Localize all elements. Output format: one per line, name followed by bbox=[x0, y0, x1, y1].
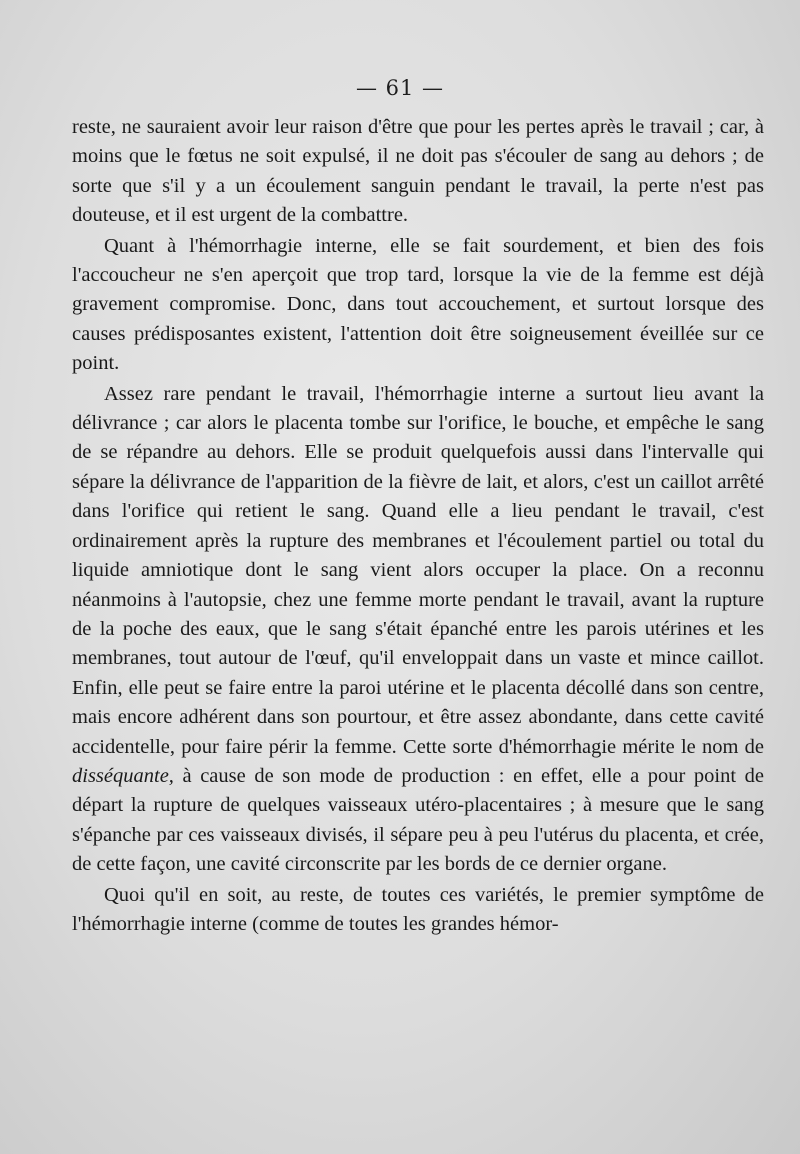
paragraph-3-continuation: à cause de son mode de production : en effet, elle a pour point de départ la rupture de quelques vaisseaux utéro-placentaires ; à mesure que le sang s'épanche par ces vaisseaux divisés, il sépare peu à peu l'utérus du placenta, et crée, de cette façon, une cavité circonscrite par les bords de ce dernier organe. bbox=[72, 764, 765, 876]
page-number: — 61 — bbox=[355, 76, 445, 100]
paragraph-2: Quant à l'hémorrhagie interne, elle se fait sourdement, et bien des fois l'accoucheur ne s'en aperçoit que trop tard, lorsque la vie de la femme est déjà gravement compromise. Donc, dans tout accouchement, et surtout lorsque des causes prédisposantes existent, l'attention doit être soigneusement éveillée sur ce point. bbox=[72, 234, 764, 375]
paragraph-1: reste, ne sauraient avoir leur raison d'être que pour les pertes après le travail ; car, à moins que le fœtus ne soit expulsé, il ne doit pas s'écouler de sang au dehors ; de sorte que s'il y a un écoulement sanguin pendant le travail, la perte n'est pas douteuse, et il est urgent de la combattre. bbox=[72, 116, 764, 227]
body-text bbox=[72, 113, 764, 940]
paragraph-3 bbox=[72, 380, 764, 880]
paragraph-3-text: Assez rare pendant le travail, l'hémorrhagie interne a surtout lieu avant la délivrance ; car alors le placenta tombe sur l'orifice, le bouche, et empêche le sang de se répandre au dehors. Elle se produit quelquefois aussi dans l'intervalle qui sépare la délivrance de l'apparition de la fièvre de lait, et alors, c'est un caillot arrêté dans l'orifice qui retient le sang. Quand elle a lieu pendant le travail, c'est ordinairement après la rupture des membranes et l'écoulement partiel ou total du liquide amniotique dont le sang vient alors occuper la place. On a reconnu néanmoins à l'autopsie, chez une femme morte pendant le travail, avant la rupture de la poche des eaux, que le sang s'était épanché entre les parois utérines et les membranes, tout autour de l'œuf, qu'il enveloppait dans un vaste et mince caillot. Enfin, elle peut se faire entre la paroi utérine et le placenta décollé dans son centre, mais encore adhérent dans son pourtour, et être assez abondante, dans cette cavité accidentelle, pour faire périr la femme. Cette sorte d'hémorrhagie mérite le nom de bbox=[72, 382, 764, 758]
paragraph-4: Quoi qu'il en soit, au reste, de toutes ces variétés, le premier symptôme de l'hémorrhagie interne (comme de toutes les grandes hémor- bbox=[72, 883, 764, 935]
italic-term: disséquante, bbox=[72, 764, 174, 787]
